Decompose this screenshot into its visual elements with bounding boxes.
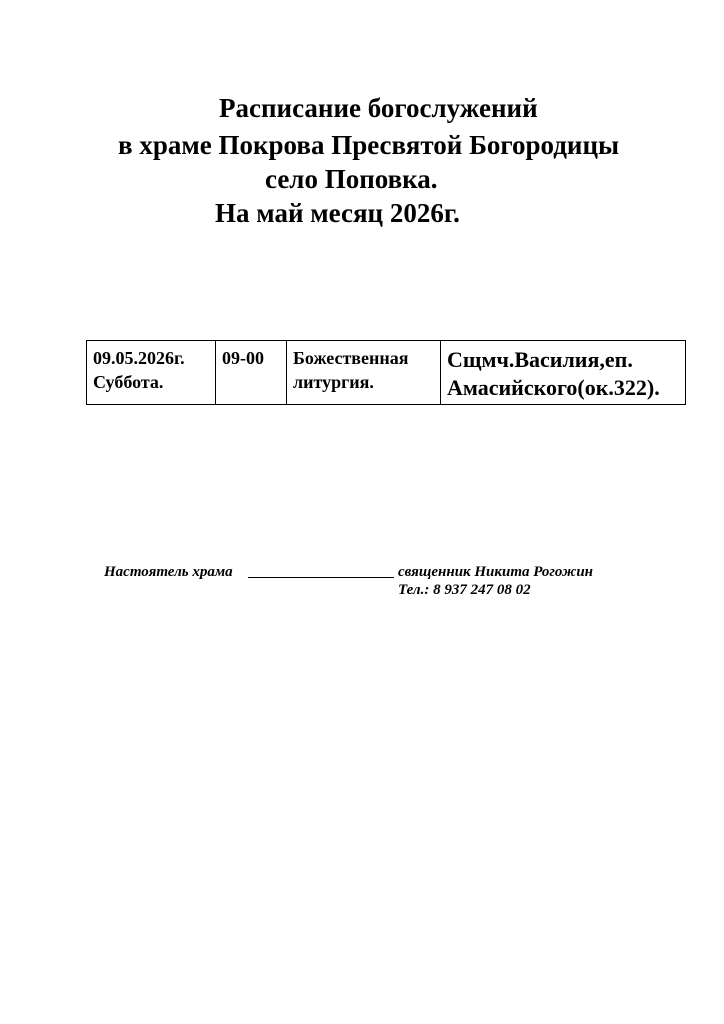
signature-line <box>248 563 394 578</box>
time-cell <box>216 341 287 405</box>
service-name-line1: Божественная <box>293 348 409 368</box>
phone-number: Тел.: 8 937 247 08 02 <box>398 582 531 598</box>
title-line-month: На май месяц 2026г. <box>215 198 460 228</box>
saint-commemoration-line2: Амасийского(ок.322). <box>447 375 660 400</box>
date-cell <box>87 341 216 405</box>
title-line-village: село Поповка. <box>265 164 438 194</box>
service-name-line2: литургия. <box>293 372 374 392</box>
service-weekday: Суббота. <box>93 372 164 392</box>
title-line-schedule: Расписание богослужений <box>219 93 538 123</box>
rector-label: Настоятель храма <box>104 564 233 580</box>
priest-name: священник Никита Рогожин <box>398 564 593 580</box>
service-date: 09.05.2026г. <box>93 348 185 368</box>
table-row <box>87 341 686 405</box>
schedule-table <box>86 340 686 405</box>
saint-commemoration-line1: Сщмч.Василия,еп. <box>447 347 633 372</box>
service-cell <box>287 341 441 405</box>
saint-cell <box>441 341 686 405</box>
service-time: 09-00 <box>222 348 264 368</box>
title-line-church: в храме Покрова Пресвятой Богородицы <box>118 130 620 160</box>
